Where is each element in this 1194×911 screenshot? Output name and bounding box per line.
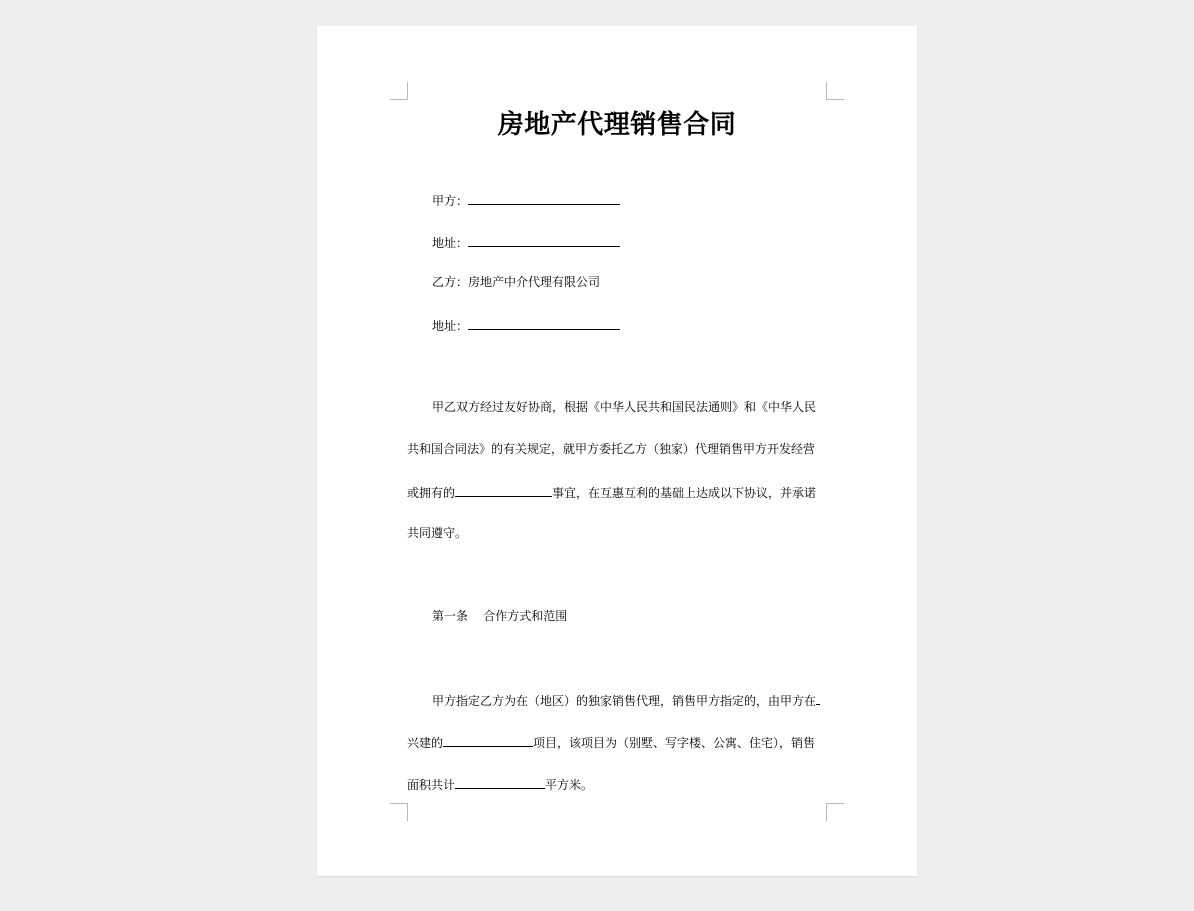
margin-corner-bottom-right xyxy=(826,803,844,821)
preamble-line-2: 共和国合同法》的有关规定，就甲方委托乙方（独家）代理销售甲方开发经营 xyxy=(407,442,816,456)
party-a-blank[interactable] xyxy=(468,191,620,205)
margin-corner-top-left xyxy=(390,82,408,100)
document-title: 房地产代理销售合同 xyxy=(497,110,737,140)
party-b-label: 乙方： xyxy=(432,275,469,289)
preamble-line-3 xyxy=(407,483,816,501)
article-1-line-2 xyxy=(407,733,815,751)
article-1-line-3 xyxy=(407,775,593,793)
document-page xyxy=(317,26,917,876)
party-a-address-blank[interactable] xyxy=(468,233,620,247)
article-1-line-2-start: 兴建的 xyxy=(407,736,444,750)
preamble-line-3-end: 事宜，在互惠互利的基础上达成以下协议，并承诺 xyxy=(552,486,817,500)
party-a-label: 甲方： xyxy=(432,194,469,208)
area-blank[interactable] xyxy=(455,775,545,789)
property-blank[interactable] xyxy=(455,483,552,497)
party-b-address-label: 地址： xyxy=(432,319,469,333)
preamble-line-4: 共同遵守。 xyxy=(407,526,468,540)
party-b-address-line xyxy=(432,316,620,334)
party-a-address-label: 地址： xyxy=(432,236,469,250)
article-1-line-1 xyxy=(432,691,820,709)
party-a-line xyxy=(432,191,620,209)
preamble-line-1: 甲乙双方经过友好协商，根据《中华人民共和国民法通则》和《中华人民 xyxy=(432,400,817,414)
margin-corner-bottom-left xyxy=(390,803,408,821)
margin-corner-top-right xyxy=(826,82,844,100)
location-blank[interactable] xyxy=(816,691,820,705)
party-b-address-blank[interactable] xyxy=(468,316,620,330)
article-1-line-3-start: 面积共计 xyxy=(407,778,456,792)
project-blank[interactable] xyxy=(443,733,533,747)
preamble-line-3-start: 或拥有的 xyxy=(407,486,456,500)
article-1-line-1-text: 甲方指定乙方为在（地区）的独家销售代理，销售甲方指定的，由甲方在 xyxy=(432,694,817,708)
article-1-heading: 第一条 合作方式和范围 xyxy=(432,609,568,623)
party-a-address-line xyxy=(432,233,620,251)
party-b-line xyxy=(432,274,600,290)
party-b-value: 房地产中介代理有限公司 xyxy=(468,275,601,289)
article-1-line-3-end: 平方米。 xyxy=(545,778,594,792)
article-1-line-2-end: 项目，该项目为（别墅、写字楼、公寓、住宅），销售 xyxy=(533,736,816,750)
